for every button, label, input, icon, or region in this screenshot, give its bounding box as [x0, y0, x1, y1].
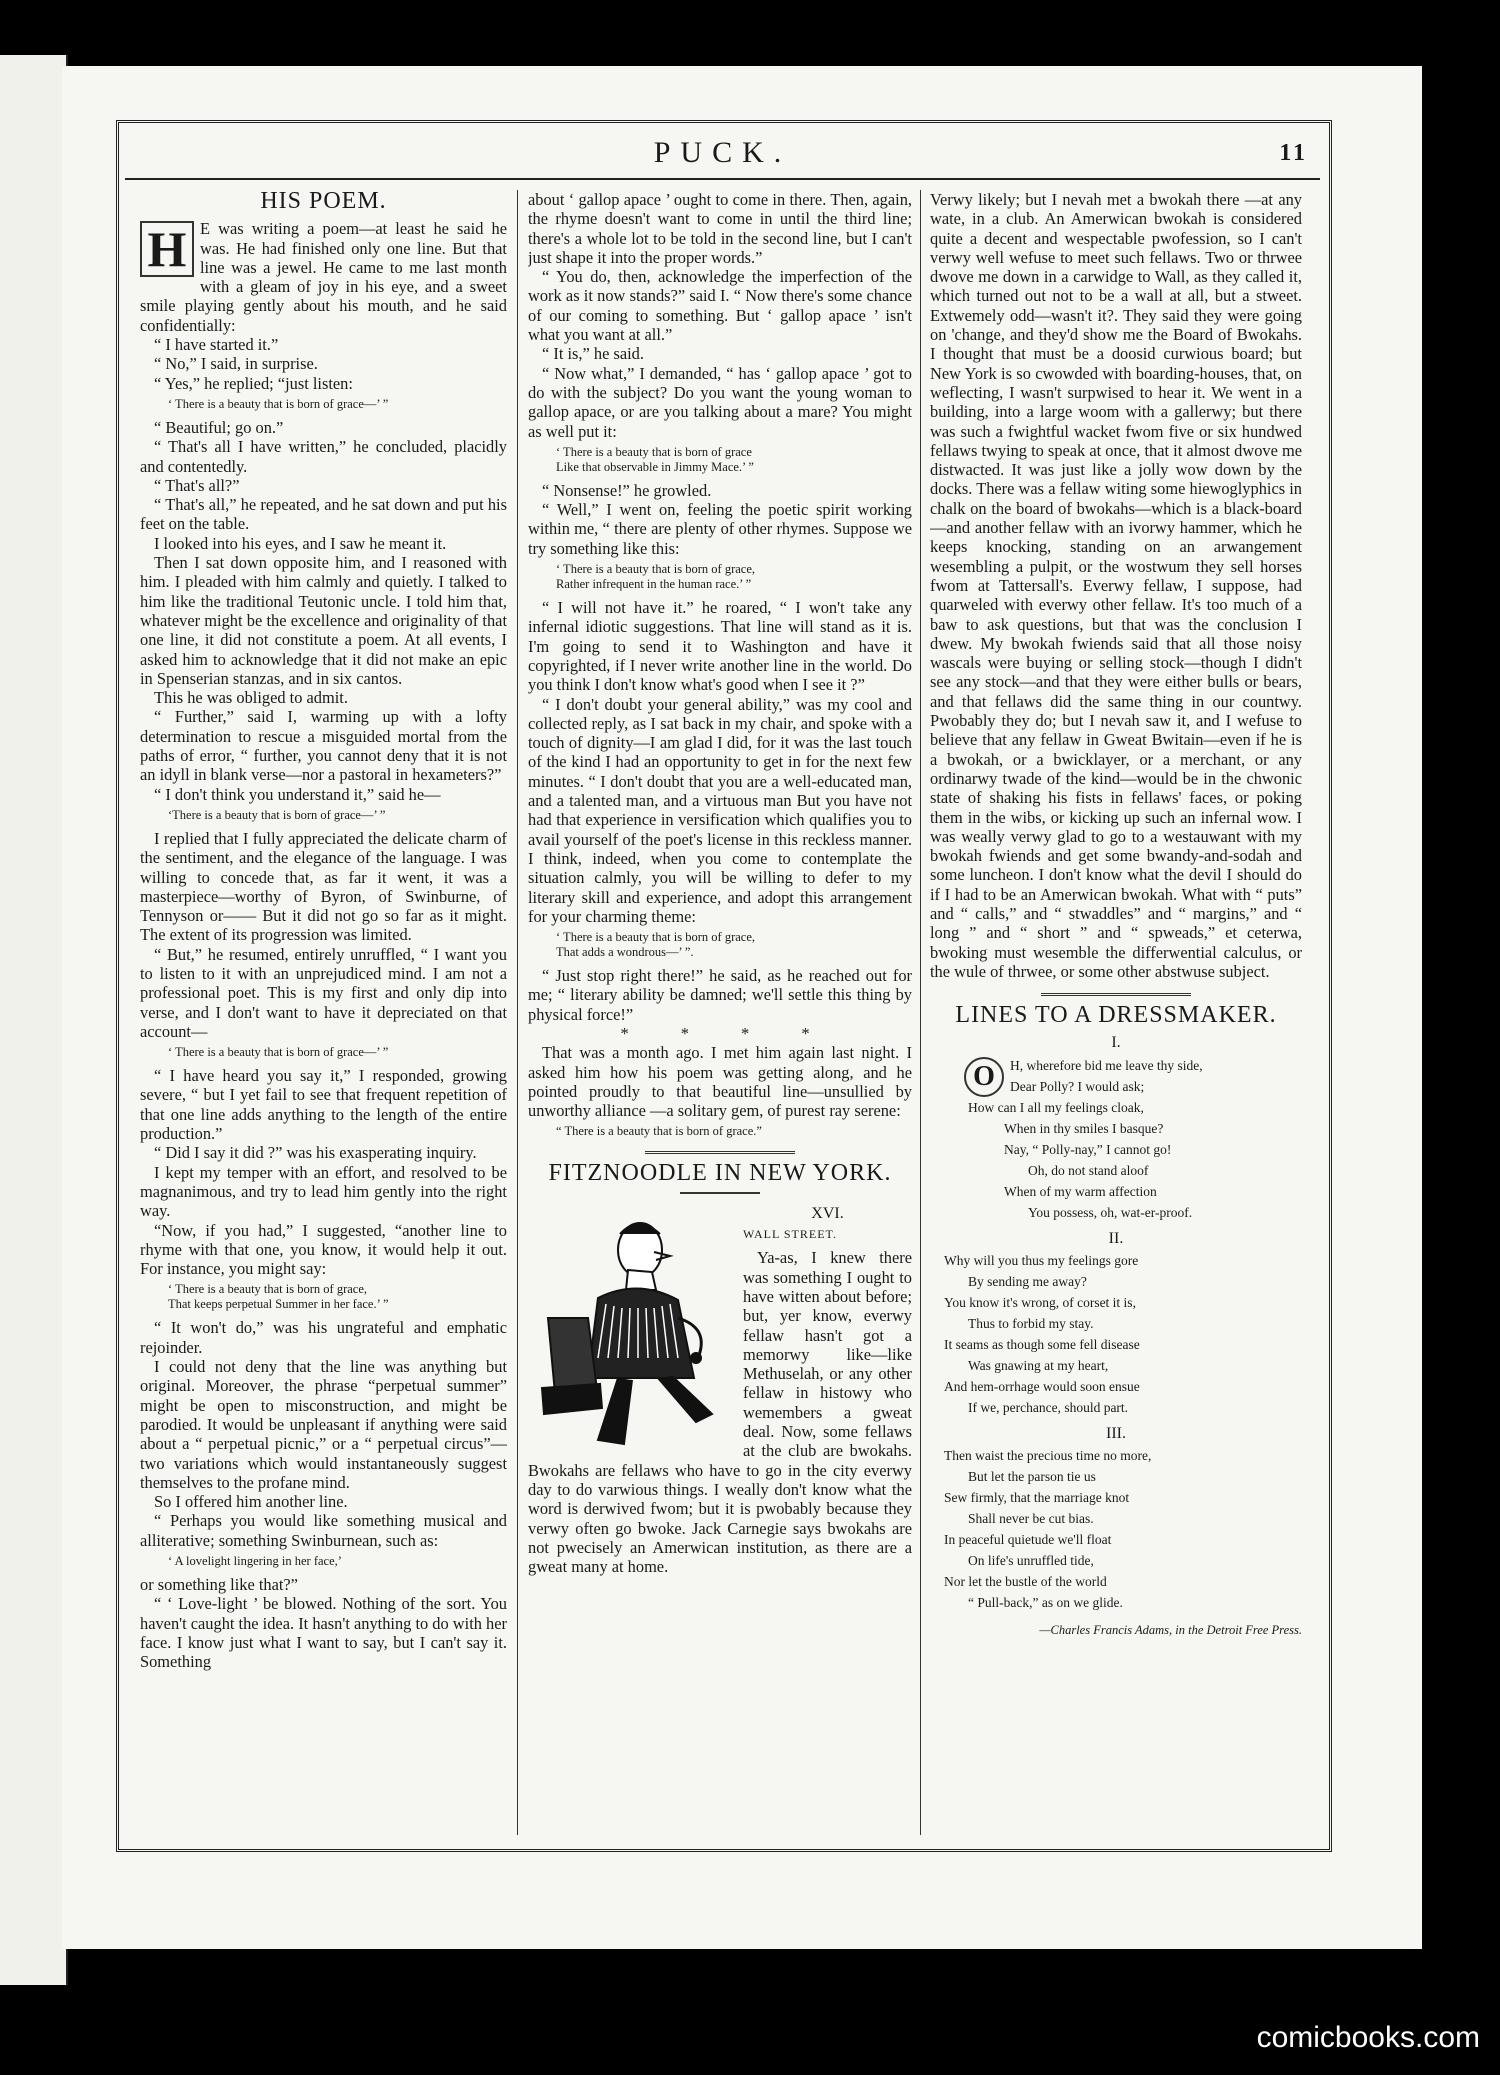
- verse-line: Oh, do not stand aloof: [1028, 1162, 1149, 1178]
- poem-stanza-3: [930, 1445, 1302, 1613]
- verse-line: Nor let the bustle of the world: [944, 1574, 1107, 1590]
- stanza-number: II.: [1108, 1229, 1124, 1247]
- column-3: [930, 190, 1302, 1840]
- ornamental-initial: O: [964, 1057, 1004, 1097]
- paragraph: Verwy likely; but I nevah met a bwokah there —at any wate, in a club. An Amerwican bwokah is considered quite a decent and wespectable pwofession, so I can't verwy well wefuse to meet such fellaws. Two or thrwee dwove me down in a carwidge to Wall, as they called it, which turned out not to be a wall at all, but a stweet. Extwemely odd—wasn't it?. They said they were going on 'change, and they'd show me the Board of Bwokahs. I thought that must be a doosid curwious board; but New York is so cwowded with boarding-houses, that, on weflecting, I wasn't surpwised to hear it. We went in a building, into a large woom with a gallerwy; but there was such a fwightful wacket fwom five or six hundwed fellaws twying to speak at once, that it almost dwove me distwacted. It was just like a jolly wow down by the docks. There was a fellaw witing some hiewoglyphics in chalk on the board of bwokahs—which is a black-board—and another fellaw with an ivorwy hammer, which he keeps knocking, standing on an arwangement wesembling a pulpit, or the wostwum they sell horses fwom at Tattersall's. Everwy fellaw, I suppose, had quarweled with everwy other fellaw. It's too much of a baw to ask questions, but that was the conclusion I dwew. My bwokah fwiends said that all those noisy wascals were buying or selling stock—though I didn't see any stock—and that they were either bulls or bears, and that fellaws did the same thing in our countwy. Pwobably they do; but I nevah saw it, and I wefuse to believe that any fellaw in Gweat Bwitain—even if he is a bwokah, or a bwicklayer, or a merchant, or any ordinarwy twade of the kind—would be in the chwonic state of shaking his fists in fellaws' faces, or poking them in the wibs, or kicking up such an infernal wow. I was weally verwy glad to go to a westauwant with my bwokah fwiends and get some bwandy-and-sodah and some luncheon. I don't know what the devil I should do if I had to be an Amerwican bwokah. What with “ puts” and “ calls,” and “ stwaddles” and “ margins,” and “ long ” and “ short ” and “ spweads,” et ceterwa, bwoking must wesemble the differwential calculus, or the wule of thrwee, or some other abstwuse subject.: [930, 190, 1302, 981]
- paragraph: Ya-as, I knew there was something I ought to have witten about before; but, yer know, everwy fellaw hasn't got a memorwy like—like Methuselah, or any other fellaw in histowy who wemembers a gweat deal. Now, some fellaws at the club are bwokahs. Bwokahs are fellaws who have to go in the city everwy day to do varwious things. I weally don't know what the word is derwived fwom; but it is pwobably because they verwy often go bwoke. Jack Carnegie says bwokahs are not pwecisely an Amerwican institution, as there are a gweat many at home.: [528, 1248, 912, 1577]
- paragraph: “ Yes,” he replied; “just listen:: [154, 373, 353, 393]
- verse-line: Rather infrequent in the human race.’ ”: [556, 577, 752, 592]
- poem-stanza-1: [930, 1055, 1302, 1223]
- paragraph: “ I have heard you say it,” I responded, growing severe, “ but I yet fail to see that frequent repetition of that one line adds anything to the length of the entire production.”: [140, 1066, 507, 1144]
- paragraph: “ Further,” said I, warming up with a lofty determination to rescue a misguided mortal from the paths of error, “ further, you cannot deny that it is not an idyll in blank verse—nor a pastoral in hexameters?”: [140, 707, 507, 785]
- verse-line: It seams as though some fell disease: [944, 1337, 1140, 1353]
- chapter-subheading: WALL STREET.: [743, 1227, 837, 1242]
- paragraph: “ That's all?”: [154, 475, 240, 495]
- verse-line: Thus to forbid my stay.: [968, 1316, 1094, 1332]
- stanza-number: I.: [1111, 1034, 1121, 1052]
- verse-line: ‘ There is a beauty that is born of grace,: [168, 1282, 367, 1297]
- verse-line: If we, perchance, should part.: [968, 1400, 1129, 1416]
- heading-rule: [680, 1192, 760, 1194]
- paragraph: “ Did I say it did ?” was his exasperating inquiry.: [154, 1143, 477, 1163]
- verse-line: That keeps perpetual Summer in her face.’ ”: [168, 1297, 389, 1312]
- poem-stanza-2: [930, 1250, 1302, 1418]
- verse-line: Sew firmly, that the marriage knot: [944, 1490, 1130, 1506]
- verse-line: And hem-orrhage would soon ensue: [944, 1379, 1140, 1395]
- verse-line: By sending me away?: [968, 1274, 1087, 1290]
- paragraph: “ Perhaps you would like something musical and alliterative; something Swinburnean, such as:: [140, 1511, 507, 1550]
- verse-line: “ Pull-back,” as on we glide.: [968, 1595, 1123, 1611]
- fitznoodle-illustration: [528, 1208, 733, 1448]
- paragraph: “ That's all I have written,” he concluded, placidly and contentedly.: [140, 437, 507, 476]
- masthead-title: PUCK.: [653, 136, 792, 169]
- paragraph: So I offered him another line.: [154, 1492, 348, 1512]
- verse-line: On life's unruffled tide,: [968, 1553, 1094, 1569]
- section-separator: [1041, 993, 1191, 996]
- verse-line: When of my warm affection: [1004, 1183, 1157, 1199]
- verse-line: Why will you thus my feelings gore: [944, 1253, 1139, 1269]
- article-heading-lines: LINES TO A DRESSMAKER.: [955, 1002, 1277, 1029]
- paragraph: “ It is,” he said.: [542, 344, 644, 364]
- verse-line: Was gnawing at my heart,: [968, 1358, 1109, 1374]
- verse-line: In peaceful quietude we'll float: [944, 1532, 1112, 1548]
- chapter-number: XVI.: [811, 1204, 844, 1222]
- verse-line: You know it's wrong, of corset it is,: [944, 1295, 1136, 1311]
- facing-page-edge: [0, 55, 68, 1985]
- verse-line: Shall never be cut bias.: [968, 1511, 1094, 1527]
- paragraph: I looked into his eyes, and I saw he meant it.: [154, 533, 447, 553]
- verse-line: O H, wherefore bid me leave thy side,: [930, 1055, 1302, 1076]
- column-divider: [517, 190, 518, 1835]
- quoted-verse: [168, 1282, 507, 1312]
- verse-line: That adds a wondrous—’ ”.: [556, 945, 694, 960]
- paragraph: “ Well,” I went on, feeling the poetic spirit working within me, “ there are plenty of other rhymes. Suppose we try something like this:: [528, 500, 912, 558]
- column-2: [528, 190, 912, 1840]
- paragraph: “ Just stop right there!” he said, as he reached out for me; “ literary ability be damned; we'll settle this thing by physical force!”: [528, 966, 912, 1024]
- quoted-verse: ‘ A lovelight lingering in her face,’: [168, 1554, 342, 1568]
- paragraph: I could not deny that the line was anything but original. Moreover, the phrase “perpetual summer” might be open to misconstruction, and might be parodied. It would be unpleasant if anything were said about a “ perpetual picnic,” or a “ perpetual circus”—two variations which would instantaneously suggest themselves to the profane mind.: [140, 1357, 507, 1492]
- verse-line: How can I all my feelings cloak,: [968, 1099, 1144, 1115]
- paragraph: I kept my temper with an effort, and resolved to be magnanimous, and try to lead him gently into the right way.: [140, 1162, 507, 1221]
- quoted-verse: “ There is a beauty that is born of grace.”: [556, 1124, 762, 1139]
- paragraph: about ‘ gallop apace ’ ought to come in there. Then, again, the rhyme doesn't want to come in until the third line; there's a whole lot to be told in the second line, but I can't just shape it into the proper words.”: [528, 190, 912, 267]
- paragraph: “ You do, then, acknowledge the imperfection of the work as it now stands?” said I. “ Now there's some chance of our coming to something. But ‘ gallop apace ’ isn't what you want at all.”: [528, 267, 912, 345]
- paragraph: “ But,” he resumed, entirely unruffled, “ I want you to listen to it with an unprejudiced mind. I am not a professional poet. This is my first and only dip into verse, and I don't want to have it depreciated on that account—: [140, 944, 507, 1041]
- verse-line: Then waist the precious time no more,: [944, 1448, 1152, 1464]
- paragraph: or something like that?”: [140, 1575, 298, 1594]
- column-1: [140, 190, 507, 1840]
- paragraph: That was a month ago. I met him again last night. I asked him how his poem was getting along, and he pointed proudly to that beautiful line—unsullied by unworthy alliance —a solitary gem, of purest ray serene:: [528, 1043, 912, 1121]
- drop-cap-letter: H: [140, 221, 194, 277]
- paragraph: “ Now what,” I demanded, “ has ‘ gallop apace ’ got to do with the subject? Do you want the young woman to gallop apace, or are you talking about a mare? You might as well put it:: [528, 363, 912, 441]
- paragraph: “Now, if you had,” I suggested, “another line to rhyme with that one, you know, it would help it out. For instance, you might say:: [140, 1220, 507, 1279]
- paragraph: H E was writing a poem—at least he said he was. He had finished only one line. But that line was a jewel. He came to me last month with a gleam of joy in his eye, and a sweet smile playing gently about his mouth, and he said confidentially:: [140, 219, 507, 335]
- section-break-stars: * * * *: [620, 1023, 834, 1043]
- verse-line: ‘ There is a beauty that is born of grace: [556, 444, 752, 459]
- verse-line: You possess, oh, wat-er-proof.: [1028, 1204, 1193, 1220]
- paragraph: “ No,” I said, in surprise.: [154, 354, 318, 374]
- paragraph: “ Nonsense!” he growled.: [542, 480, 712, 500]
- quoted-verse: ‘ There is a beauty that is born of grace—’ ”: [168, 396, 389, 411]
- quoted-verse: ‘There is a beauty that is born of grace—’ ”: [168, 807, 386, 822]
- column-divider: [920, 190, 921, 1835]
- watermark-text: comicbooks.com: [1256, 2021, 1480, 2054]
- article-heading-his-poem: HIS POEM.: [260, 190, 387, 214]
- article-heading-fitznoodle: FITZNOODLE IN NEW YORK.: [548, 1160, 892, 1187]
- page-number: 11: [1279, 140, 1308, 166]
- poem-attribution: —Charles Francis Adams, in the Detroit Free Press.: [1039, 1623, 1302, 1638]
- quoted-verse: ‘ There is a beauty that is born of grace—’ ”: [168, 1045, 389, 1060]
- paragraph: “ Beautiful; go on.”: [154, 417, 284, 437]
- verse-line: But let the parson tie us: [968, 1469, 1096, 1485]
- paragraph: “ I don't doubt your general ability,” was my cool and collected reply, as I sat back in my chair, and spoke with a touch of dignity—I am glad I did, for it was the last touch of the kind I had an opportunity to get in for the next few minutes. “ I don't doubt that you are a well-educated man, and a talented man, and a virtuous man But you have not had that experience in versification which qualifies you to avail yourself of the poet's license in this reckless manner. I think, indeed, when you come to contemplate the situation calmly, you will be willing to defer to my literary skill and experience, and adopt this arrangement for your charming theme:: [528, 694, 912, 926]
- paragraph: “ I have started it.”: [154, 335, 279, 355]
- paragraph: This he was obliged to admit.: [154, 688, 348, 708]
- paragraph: I replied that I fully appreciated the delicate charm of the sentiment, and the elegance of the language. I was willing to concede that, as far it went, it was a masterpiece—worthy of Byron, of Swinburne, of Tennyson or—— But it did not go so far as it might. The extent of its progression was limited.: [140, 828, 507, 945]
- verse-line: When in thy smiles I basque?: [1004, 1120, 1164, 1136]
- verse-line: ‘ There is a beauty that is born of grace,: [556, 930, 755, 945]
- verse-line: Like that observable in Jimmy Mace.’ ”: [556, 459, 754, 474]
- section-separator: [645, 1151, 795, 1154]
- paragraph: “ It won't do,” was his ungrateful and emphatic rejoinder.: [140, 1318, 507, 1357]
- paragraph: Then I sat down opposite him, and I reasoned with him. I pleaded with him calmly and quietly. I talked to him like the traditional Teutonic uncle. I told him that, whatever might be the excellence and originality of that one line, it did not constitute a poem. At all events, I asked him to acknowledge that it did not make an epic in Spenserian stanzas, and in six cantos.: [140, 553, 507, 688]
- verse-line: Nay, “ Polly-nay,” I cannot go!: [1004, 1141, 1172, 1157]
- paragraph: “ That's all,” he repeated, and he sat down and put his feet on the table.: [140, 495, 507, 534]
- verse-line: ‘ There is a beauty that is born of grace,: [556, 562, 755, 577]
- stanza-number: III.: [1106, 1425, 1126, 1443]
- paragraph: “ I will not have it.” he roared, “ I won't take any infernal idiotic suggestions. That line will stand as it is. I'm going to send it to Washington and have it copyrighted, if I never write another line in the world. Do you think I don't know what's good when I see it ?”: [528, 598, 912, 695]
- header-rule: [125, 178, 1320, 180]
- quoted-verse: [556, 562, 912, 592]
- paragraph: “ ‘ Love-light ’ be blowed. Nothing of the sort. You haven't caught the idea. It hasn't anything to do with her face. I know just what I want to say, but I can't say it. Something: [140, 1594, 507, 1672]
- verse-line: Dear Polly? I would ask;: [1010, 1078, 1145, 1094]
- quoted-verse: [556, 930, 912, 960]
- paragraph: “ I don't think you understand it,” said he—: [154, 784, 441, 804]
- page-header: [125, 128, 1320, 174]
- quoted-verse: [556, 445, 912, 475]
